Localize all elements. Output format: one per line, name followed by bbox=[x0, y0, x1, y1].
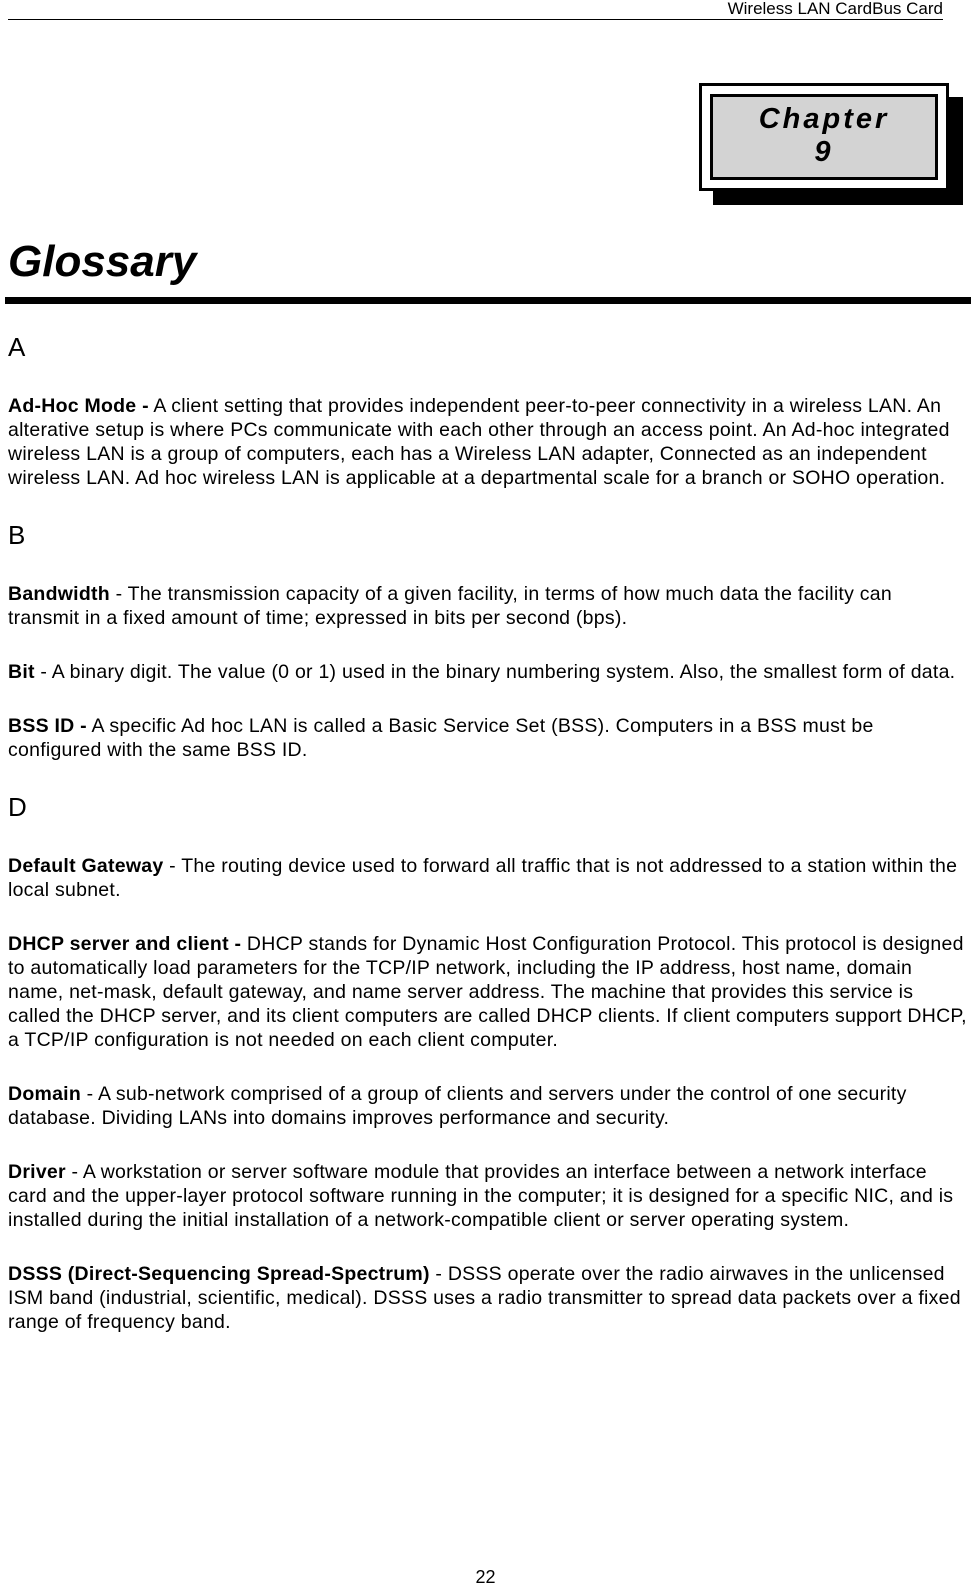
entry-term: Domain bbox=[8, 1083, 82, 1105]
entry-term: DHCP server and client - bbox=[8, 933, 242, 955]
entry-definition: DHCP stands for Dynamic Host Configuration Protocol. This protocol is designed to automatically load parameters for the TCP/IP network, including the IP address, host name, domain name, net-mask, default gateway, and name server address. The machine that provides this service is called the DHCP server, and its client computers are called DHCP clients. If client computers support DHCP, a TCP/IP configuration is not needed on each client computer. bbox=[8, 933, 967, 1051]
entry-term: DSSS (Direct-Sequencing Spread-Spectrum) bbox=[8, 1263, 430, 1285]
glossary-entry-domain bbox=[8, 1082, 968, 1130]
entry-definition: A specific Ad hoc LAN is called a Basic Service Set (BSS). Computers in a BSS must be configured with the same BSS ID. bbox=[8, 715, 874, 761]
page-number: 22 bbox=[475, 1567, 496, 1587]
glossary-entry-bss-id bbox=[8, 714, 968, 762]
glossary-entry-dsss bbox=[8, 1262, 968, 1334]
running-header-title: Wireless LAN CardBus Card bbox=[727, 0, 943, 18]
entry-term: Default Gateway bbox=[8, 855, 164, 877]
glossary-entry-bandwidth bbox=[8, 582, 968, 630]
entry-term: Ad-Hoc Mode - bbox=[8, 395, 149, 417]
glossary-section-a bbox=[8, 332, 968, 490]
entry-definition: - A sub-network comprised of a group of clients and servers under the control of one security database. Dividing LANs into domains improves performance and security. bbox=[8, 1083, 907, 1129]
entry-definition: - The transmission capacity of a given facility, in terms of how much data the facility can transmit in a fixed amount of time; expressed in bits per second (bps). bbox=[8, 583, 892, 629]
entry-term: BSS ID - bbox=[8, 715, 87, 737]
chapter-number: 9 bbox=[814, 136, 834, 168]
chapter-box-inner bbox=[710, 94, 938, 180]
glossary-entry-dhcp bbox=[8, 932, 968, 1052]
chapter-label: Chapter bbox=[758, 103, 890, 135]
glossary-entry-driver bbox=[8, 1160, 968, 1232]
entry-definition: - DSSS operate over the radio airwaves in the unlicensed ISM band (industrial, scientific, medical). DSSS uses a radio transmitter to spread data packets over a fixed range of frequency band. bbox=[8, 1263, 961, 1333]
glossary-entry-default-gateway bbox=[8, 854, 968, 902]
section-letter: D bbox=[8, 792, 27, 822]
glossary-section-b bbox=[8, 520, 968, 762]
entry-term: Bit bbox=[8, 661, 35, 683]
entry-definition: - A binary digit. The value (0 or 1) used in the binary numbering system. Also, the smallest form of data. bbox=[34, 661, 956, 683]
title-rule bbox=[5, 297, 971, 304]
entry-term: Driver bbox=[8, 1161, 66, 1183]
chapter-box bbox=[699, 83, 949, 191]
page-title: Glossary bbox=[8, 237, 197, 286]
glossary-entry-bit bbox=[8, 660, 968, 684]
entry-definition: A client setting that provides independent peer-to-peer connectivity in a wireless LAN. An alterative setup is where PCs communicate with each other through an access point. An Ad-hoc integrated wireless LAN is a group of computers, each has a Wireless LAN adapter, Connected as an independent wireless LAN. Ad hoc wireless LAN is applicable at a departmental scale for a branch or SOHO operation. bbox=[8, 395, 950, 489]
glossary-section-d bbox=[8, 792, 968, 1334]
glossary-entry-ad-hoc-mode bbox=[8, 394, 968, 490]
section-letter: B bbox=[8, 520, 26, 550]
section-letter: A bbox=[8, 332, 26, 362]
entry-definition: - A workstation or server software module that provides an interface between a network interface card and the upper-layer protocol software running in the computer; it is designed for a specific NIC, and is installed during the initial installation of a network-compatible client or server operating system. bbox=[8, 1161, 954, 1231]
glossary-content bbox=[8, 332, 968, 1364]
entry-term: Bandwidth bbox=[8, 583, 110, 605]
entry-definition: - The routing device used to forward all traffic that is not addressed to a station within the local subnet. bbox=[8, 855, 958, 901]
header-rule bbox=[8, 19, 943, 20]
